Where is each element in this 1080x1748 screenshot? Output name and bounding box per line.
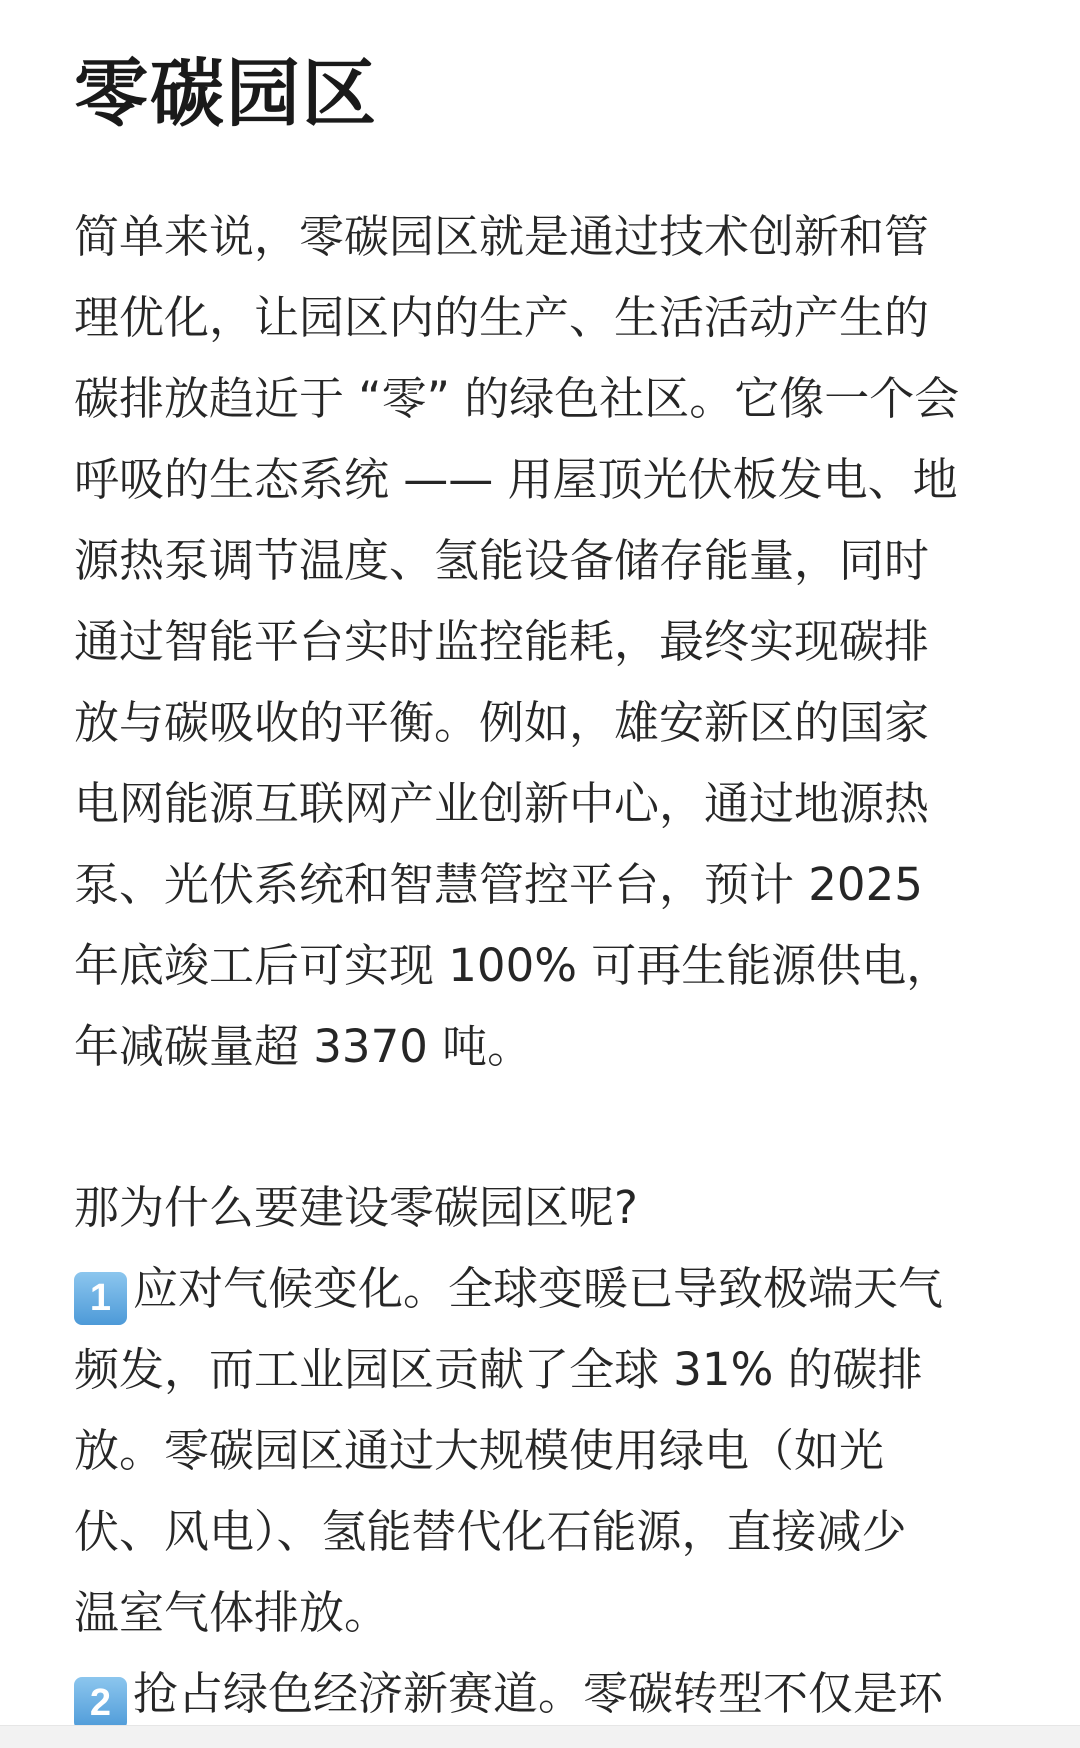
intro-line: 理优化，让园区内的生产、生活活动产生的 xyxy=(74,291,930,344)
reason-heading: 抢占绿色经济新赛道。零碳转型不仅是环 xyxy=(133,1667,944,1720)
intro-line: 泵、光伏系统和智慧管控平台，预计 2025 xyxy=(74,858,923,911)
intro-line: 简单来说，零碳园区就是通过技术创新和管 xyxy=(74,210,930,263)
question-line: 那为什么要建设零碳园区呢? xyxy=(74,1181,638,1234)
reasons-section xyxy=(74,1167,943,1734)
intro-line: 电网能源互联网产业创新中心，通过地源热 xyxy=(74,777,930,830)
number-one-keycap-icon: 1 xyxy=(74,1272,127,1325)
intro-paragraph xyxy=(74,196,959,1087)
intro-line: 源热泵调节温度、氢能设备储存能量，同时 xyxy=(74,534,930,587)
intro-line: 通过智能平台实时监控能耗，最终实现碳排 xyxy=(74,615,930,668)
reason-heading: 应对气候变化。全球变暖已导致极端天气 xyxy=(133,1262,944,1315)
reason-line: 放。零碳园区通过大规模使用绿电（如光 xyxy=(74,1424,885,1477)
reason-line: 频发，而工业园区贡献了全球 31% 的碳排 xyxy=(74,1343,923,1396)
intro-line: 年底竣工后可实现 100% 可再生能源供电， xyxy=(74,939,952,992)
intro-line: 呼吸的生态系统 —— 用屋顶光伏板发电、地 xyxy=(74,453,958,506)
reason-item xyxy=(74,1248,943,1329)
reason-line: 温室气体排放。 xyxy=(74,1586,390,1639)
bottom-edge-bar xyxy=(0,1725,1080,1748)
intro-line: 放与碳吸收的平衡。例如，雄安新区的国家 xyxy=(74,696,930,749)
intro-line: 碳排放趋近于 “零” 的绿色社区。它像一个会 xyxy=(74,372,960,425)
reason-item xyxy=(74,1653,943,1734)
article-title: 零碳园区 xyxy=(74,51,378,137)
number-two-keycap-icon: 2 xyxy=(74,1677,127,1730)
intro-line: 年减碳量超 3370 吨。 xyxy=(74,1020,533,1073)
reason-line: 伏、风电）、氢能替代化石能源，直接减少 xyxy=(74,1505,907,1558)
